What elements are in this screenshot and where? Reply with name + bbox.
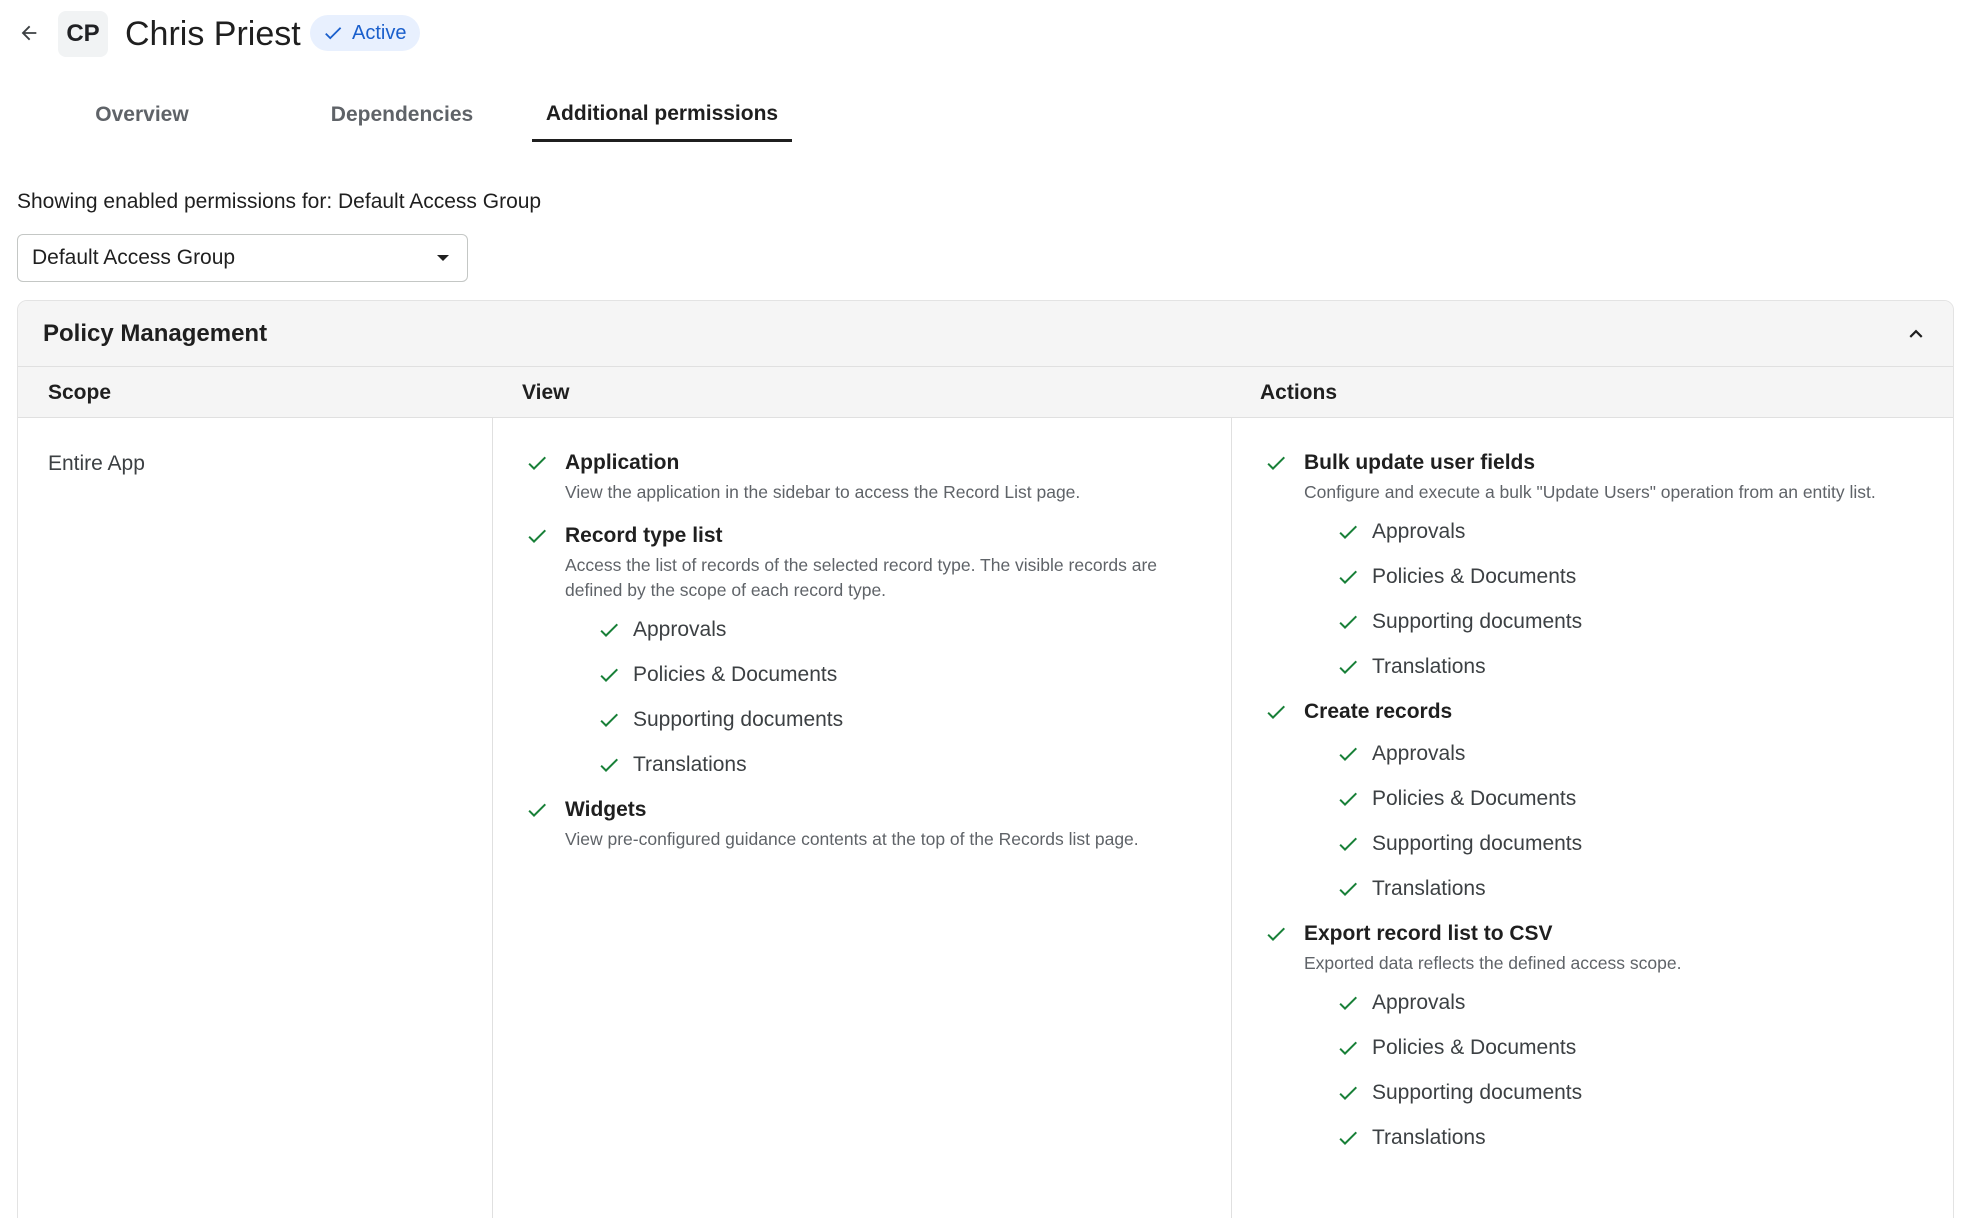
check-icon bbox=[597, 663, 633, 687]
scope-value: Entire App bbox=[48, 452, 145, 475]
permission-sub-label: Approvals bbox=[633, 617, 727, 641]
check-icon bbox=[1264, 451, 1304, 475]
access-group-select-value: Default Access Group bbox=[32, 246, 236, 269]
permission-sub-item bbox=[1336, 554, 1924, 599]
permission-description: View pre-configured guidance contents at the top of the Records list page. bbox=[565, 829, 1139, 849]
panel-title: Policy Management bbox=[43, 319, 268, 347]
permission-item bbox=[525, 795, 1205, 852]
permission-sub-label: Policies & Documents bbox=[1372, 564, 1577, 588]
permission-sub-label: Supporting documents bbox=[633, 707, 844, 731]
permission-sub-item bbox=[1336, 644, 1924, 689]
permission-sub-label: Policies & Documents bbox=[1372, 786, 1577, 810]
permission-sub-item bbox=[597, 607, 1205, 652]
permission-item bbox=[1264, 697, 1924, 911]
permission-item bbox=[1264, 448, 1924, 689]
permission-sub-list bbox=[1336, 980, 1924, 1160]
permission-description: Configure and execute a bulk "Update Users" operation from an entity list. bbox=[1304, 482, 1876, 502]
status-label: Active bbox=[352, 21, 407, 44]
permission-header bbox=[525, 521, 1205, 551]
permission-header bbox=[1264, 697, 1924, 727]
permission-sub-label: Approvals bbox=[1372, 990, 1466, 1014]
tab-bar bbox=[0, 88, 1964, 144]
view-permissions-column bbox=[525, 448, 1205, 868]
check-icon bbox=[1336, 655, 1372, 679]
permission-header bbox=[525, 795, 1205, 825]
panel-header[interactable] bbox=[18, 301, 1953, 367]
permission-description: Access the list of records of the selected record type. The visible records are defined by the scope of each record type. bbox=[565, 555, 1158, 600]
permission-sub-label: Supporting documents bbox=[1372, 1080, 1583, 1104]
action-permissions-column bbox=[1264, 448, 1924, 1168]
check-icon bbox=[1336, 1126, 1372, 1150]
permission-sub-item bbox=[597, 652, 1205, 697]
permission-sub-item bbox=[597, 697, 1205, 742]
permission-sub-item bbox=[1336, 821, 1924, 866]
column-header-scope: Scope bbox=[48, 381, 112, 404]
permission-title: Create records bbox=[1304, 700, 1453, 723]
permission-sub-label: Supporting documents bbox=[1372, 609, 1583, 633]
permission-sub-label: Approvals bbox=[1372, 741, 1466, 765]
permission-sub-item bbox=[1336, 980, 1924, 1025]
check-icon bbox=[525, 798, 565, 822]
permission-sub-label: Policies & Documents bbox=[1372, 1035, 1577, 1059]
caret-down-icon bbox=[437, 255, 449, 261]
tab-overview[interactable]: Overview bbox=[95, 103, 189, 126]
tab-dependencies[interactable]: Dependencies bbox=[330, 103, 474, 126]
column-headers bbox=[18, 367, 1953, 418]
permission-sub-item bbox=[1336, 599, 1924, 644]
check-icon bbox=[597, 708, 633, 732]
permission-sub-label: Translations bbox=[1372, 876, 1486, 900]
permission-sub-item bbox=[1336, 866, 1924, 911]
column-divider bbox=[1231, 418, 1232, 1218]
permission-sub-label: Translations bbox=[633, 752, 747, 776]
check-icon bbox=[1336, 610, 1372, 634]
permission-item bbox=[1264, 919, 1924, 1160]
check-icon bbox=[1336, 787, 1372, 811]
permission-sub-item bbox=[1336, 776, 1924, 821]
permission-sub-list bbox=[597, 607, 1205, 787]
check-icon bbox=[597, 618, 633, 642]
check-icon bbox=[525, 524, 565, 548]
permission-sub-list bbox=[1336, 509, 1924, 689]
permission-sub-label: Policies & Documents bbox=[633, 662, 838, 686]
permission-header bbox=[1264, 919, 1924, 949]
permission-sub-item bbox=[1336, 731, 1924, 776]
permission-sub-item bbox=[1336, 1025, 1924, 1070]
policy-management-panel bbox=[17, 300, 1954, 1218]
permission-header bbox=[525, 448, 1205, 478]
check-icon bbox=[1336, 1036, 1372, 1060]
permission-sub-list bbox=[1336, 731, 1924, 911]
permission-description: View the application in the sidebar to access the Record List page. bbox=[565, 482, 1081, 502]
permission-title: Widgets bbox=[565, 798, 647, 821]
permission-sub-label: Approvals bbox=[1372, 519, 1466, 543]
permission-title: Application bbox=[565, 451, 680, 474]
check-icon bbox=[1336, 991, 1372, 1015]
permission-sub-label: Translations bbox=[1372, 654, 1486, 678]
check-icon bbox=[1336, 520, 1372, 544]
page-header bbox=[0, 0, 1964, 70]
access-group-select[interactable] bbox=[17, 234, 468, 282]
permission-title: Record type list bbox=[565, 524, 723, 547]
check-icon bbox=[1264, 700, 1304, 724]
permission-title: Export record list to CSV bbox=[1304, 922, 1553, 945]
status-badge bbox=[310, 15, 420, 51]
check-icon bbox=[1336, 877, 1372, 901]
permission-sub-item bbox=[1336, 1070, 1924, 1115]
check-icon bbox=[1264, 922, 1304, 946]
permission-sub-label: Translations bbox=[1372, 1125, 1486, 1149]
column-divider bbox=[492, 418, 493, 1218]
permission-header bbox=[1264, 448, 1924, 478]
showing-permissions-text: Showing enabled permissions for: Default Access Group bbox=[17, 190, 542, 213]
column-header-view: View bbox=[522, 381, 570, 404]
check-icon bbox=[525, 451, 565, 475]
back-button[interactable] bbox=[14, 18, 44, 48]
permission-sub-item bbox=[1336, 509, 1924, 554]
collapse-button[interactable] bbox=[1901, 319, 1931, 349]
check-icon bbox=[597, 753, 633, 777]
permission-title: Bulk update user fields bbox=[1304, 451, 1536, 474]
tab-additional-permissions[interactable]: Additional permissions bbox=[532, 88, 792, 142]
permission-item bbox=[525, 521, 1205, 787]
chevron-up-icon bbox=[1903, 321, 1929, 347]
check-icon bbox=[1336, 742, 1372, 766]
check-icon bbox=[322, 22, 344, 44]
column-header-actions: Actions bbox=[1260, 381, 1338, 404]
check-icon bbox=[1336, 1081, 1372, 1105]
permission-description: Exported data reflects the defined access scope. bbox=[1304, 953, 1682, 973]
page-title: Chris Priest bbox=[125, 15, 301, 53]
check-icon bbox=[1336, 565, 1372, 589]
permission-item bbox=[525, 448, 1205, 505]
permission-sub-item bbox=[1336, 1115, 1924, 1160]
permission-sub-item bbox=[597, 742, 1205, 787]
check-icon bbox=[1336, 832, 1372, 856]
avatar: CP bbox=[58, 11, 108, 57]
permission-sub-label: Supporting documents bbox=[1372, 831, 1583, 855]
arrow-left-icon bbox=[18, 22, 40, 44]
